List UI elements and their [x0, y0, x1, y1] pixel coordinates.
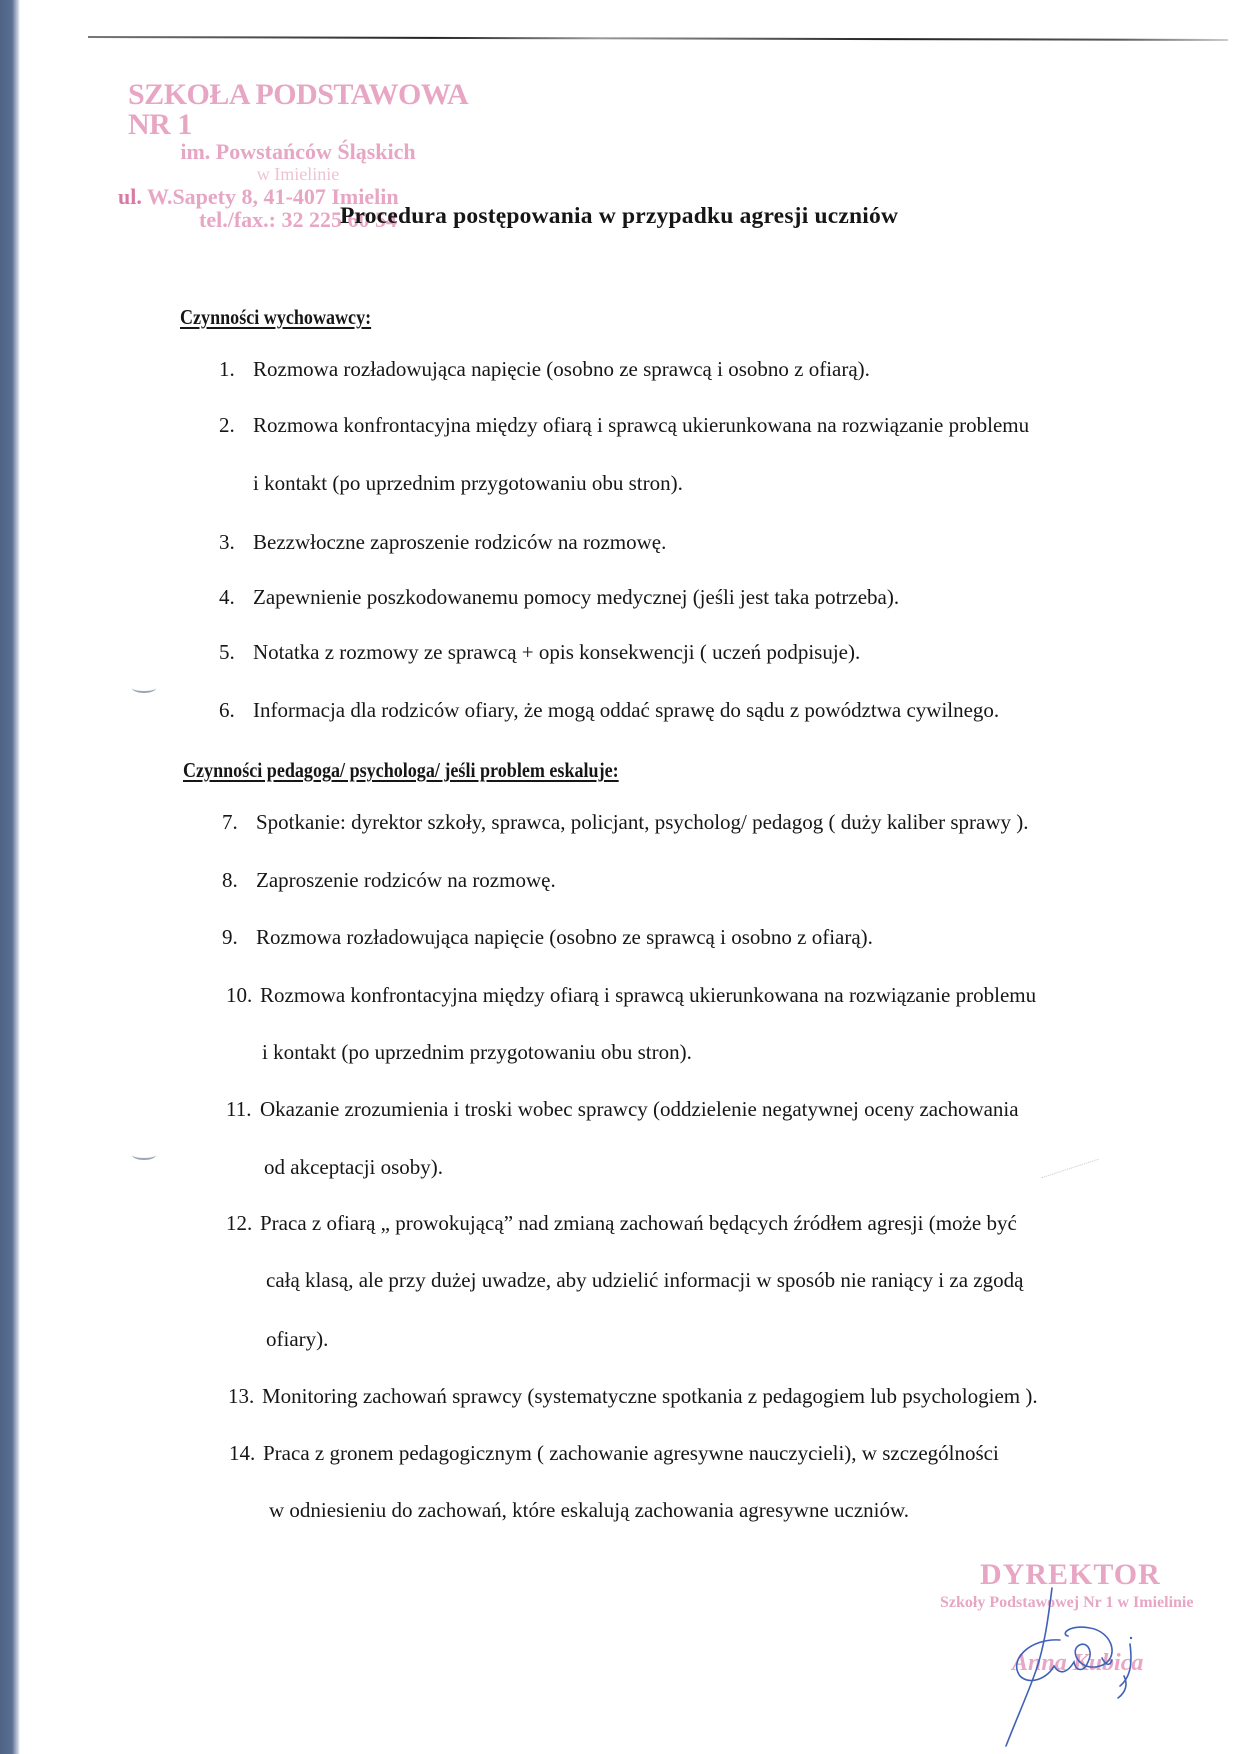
item-number: 7. [222, 810, 238, 834]
item-text: Rozmowa konfrontacyjna między ofiarą i sprawcą ukierunkowana na rozwiązanie problemu [260, 983, 1037, 1007]
stamp-address-text: W.Sapety 8, 41-407 Imielin [146, 184, 399, 209]
handwritten-signature [990, 1580, 1190, 1750]
item-number: 8. [222, 868, 238, 892]
item-number: 9. [222, 925, 238, 949]
section-heading-wychowawca: Czynności wychowawcy: [180, 305, 372, 329]
item-number: 2. [219, 413, 235, 437]
list-item [226, 983, 1036, 1008]
item-number: 12. [226, 1211, 253, 1235]
item-text: Rozmowa konfrontacyjna między ofiarą i sprawcą ukierunkowana na rozwiązanie problemu [253, 413, 1030, 437]
list-item [219, 530, 666, 555]
item-text-continuation: i kontakt (po uprzednim przygotowaniu obu stron). [262, 1040, 692, 1064]
scan-mark [1041, 1159, 1099, 1179]
item-number: 14. [229, 1441, 256, 1465]
list-item [229, 1441, 999, 1466]
item-text: Monitoring zachowań sprawcy (systematyczne spotkania z pedagogiem lub psychologiem ). [262, 1384, 1038, 1408]
item-text-continuation: całą klasą, ale przy dużej uwadze, aby udzielić informacji w sposób nie raniący i za zgodą [266, 1268, 1024, 1292]
item-text-continuation: i kontakt (po uprzednim przygotowaniu obu stron). [253, 471, 683, 495]
list-item [226, 1097, 1019, 1122]
item-text: Rozmowa rozładowująca napięcie (osobno ze sprawcą i osobno z ofiarą). [256, 925, 873, 949]
item-number: 3. [219, 530, 235, 554]
list-item [219, 413, 1029, 438]
scan-mark [132, 1150, 156, 1160]
list-item [219, 698, 999, 723]
item-text: Zapewnienie poszkodowanemu pomocy medycznej (jeśli jest taka potrzeba). [253, 585, 900, 609]
item-text: Bezzwłoczne zaproszenie rodziców na rozmowę. [253, 530, 667, 554]
list-item [226, 1211, 1017, 1236]
item-text: Praca z gronem pedagogicznym ( zachowanie agresywne nauczycieli), w szczególności [263, 1441, 999, 1465]
scan-mark [132, 683, 156, 693]
item-text: Praca z ofiarą „ prowokującą” nad zmianą zachowań będących źródłem agresji (może być [260, 1211, 1017, 1235]
stamp-director-name: Anna Kubica [1012, 1650, 1144, 1676]
item-text-continuation: ofiary). [266, 1327, 329, 1351]
stamp-director-school: Szkoły Podstawowej Nr 1 w Imielinie [940, 1594, 1194, 1611]
list-item [219, 640, 860, 665]
list-item [228, 1384, 1038, 1409]
item-number: 5. [219, 640, 235, 664]
item-text: Notatka z rozmowy ze sprawcą + opis konsekwencji ( uczeń podpisuje). [253, 640, 861, 664]
list-item [219, 357, 870, 382]
item-text: Spotkanie: dyrektor szkoły, sprawca, policjant, psycholog/ pedagog ( duży kaliber sprawy ). [256, 810, 1029, 834]
item-text: Rozmowa rozładowująca napięcie (osobno ze sprawcą i osobno z ofiarą). [253, 357, 870, 381]
item-text: Okazanie zrozumienia i troski wobec sprawcy (oddzielenie negatywnej oceny zachowania [260, 1097, 1019, 1121]
stamp-school-name: SZKOŁA PODSTAWOWA NR 1 [128, 78, 467, 141]
item-text-continuation: w odniesieniu do zachowań, które eskalują zachowania agresywne uczniów. [269, 1498, 910, 1522]
item-number: 1. [219, 357, 235, 381]
scan-binding-edge [0, 0, 20, 1754]
document-title: Procedura postępowania w przypadku agresji uczniów [340, 203, 899, 229]
stamp-phone: tel./fax.: 32 225 60 54 [199, 207, 397, 232]
list-item [222, 868, 556, 893]
list-item [219, 585, 899, 610]
item-number: 6. [219, 698, 235, 722]
item-text-continuation: od akceptacji osoby). [264, 1155, 444, 1179]
top-rule-line [88, 36, 1228, 41]
item-number: 10. [226, 983, 253, 1007]
item-text: Informacja dla rodziców ofiary, że mogą oddać sprawę do sądu z powództwa cywilnego. [253, 698, 1000, 722]
stamp-patron: im. Powstańców Śląskich [180, 139, 416, 164]
item-number: 11. [226, 1097, 252, 1121]
item-number: 4. [219, 585, 235, 609]
section-heading-pedagog: Czynności pedagoga/ psychologa/ jeśli problem eskaluje: [183, 758, 619, 782]
list-item [222, 925, 873, 950]
item-number: 13. [228, 1384, 255, 1408]
list-item [222, 810, 1029, 835]
stamp-town: w Imielinie [256, 164, 340, 184]
stamp-address-prefix: ul. [118, 184, 142, 209]
stamp-director-title: DYREKTOR [980, 1558, 1161, 1591]
item-text: Zaproszenie rodziców na rozmowę. [256, 868, 556, 892]
